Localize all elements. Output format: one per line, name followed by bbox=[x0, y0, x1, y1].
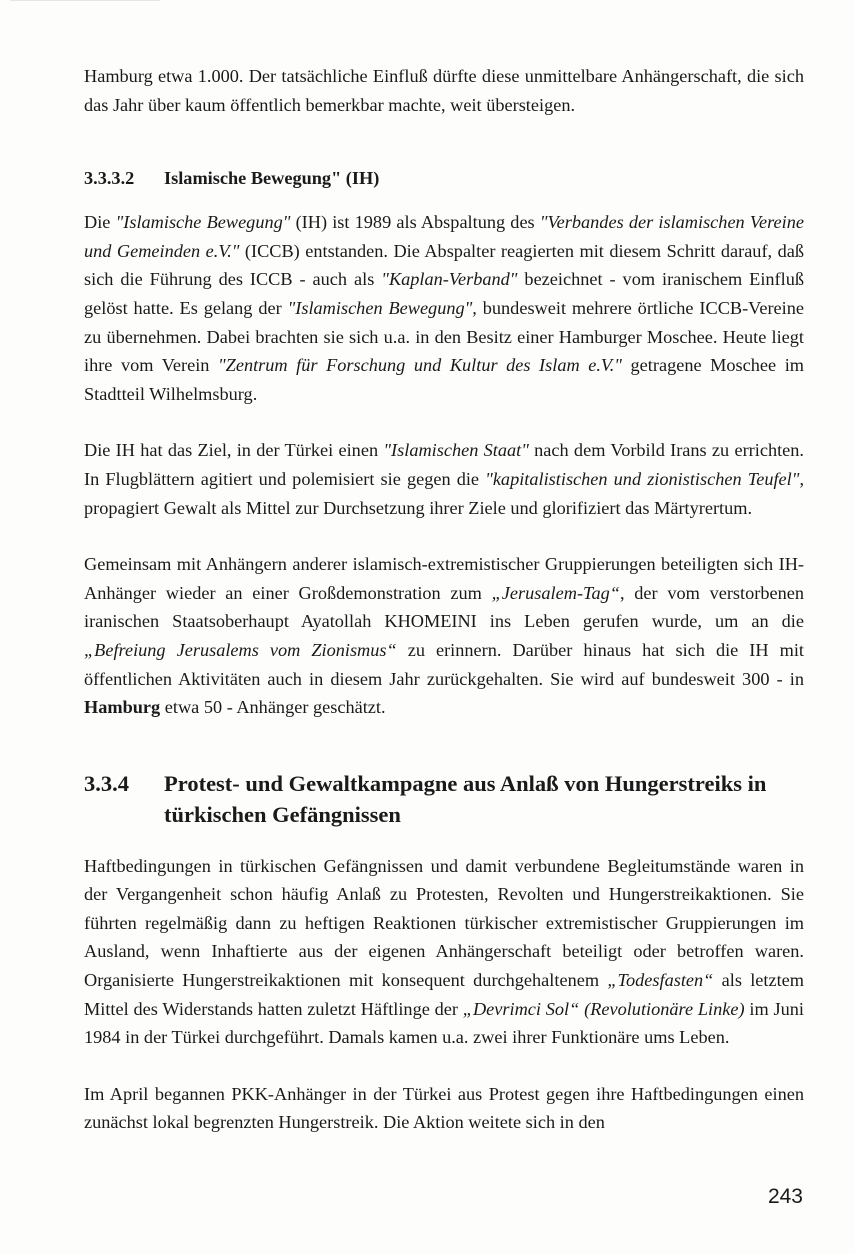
ih-goals-paragraph: Die IH hat das Ziel, in der Türkei einen "Islamischen Staat" nach dem Vorbild Irans zu errichten. In Flugblättern agitiert und polemisiert sie gegen die "kapitalistischen und zionistischen Teufel", propagiert Gewalt als Mittel zur Durchsetzung ihrer Ziele und glorifiziert das Märtyrertum. bbox=[84, 440, 805, 518]
page-content bbox=[84, 62, 804, 1137]
section-3-3-4-heading bbox=[84, 768, 804, 830]
intro-paragraph: Hamburg etwa 1.000. Der tatsächliche Einfluß dürfte diese unmittelbare Anhängerschaft, die sich das Jahr über kaum öffentlich bemerkbar machte, weit übersteigen. bbox=[84, 66, 804, 115]
hunger-strike-history-paragraph: Haftbedingungen in türkischen Gefängnissen und damit verbundene Begleitumstände waren in der Vergangenheit schon häufig Anlaß zu Protesten, Revolten und Hungerstreikaktionen. Sie führten regelmäßig dann zu heftigen Reaktionen türkischer extremistischer Gruppierungen im Ausland, wenn Inhaftierte aus der eigenen Anhängerschaft beteiligt oder betroffen waren. Organisierte Hungerstreikaktionen mit konsequent durchgehaltenem „Todesfasten“ als letztem Mittel des Widerstands hatten zuletzt Häftlinge der „Devrimci Sol“ (Revolutionäre Linke) im Juni 1984 in der Türkei durchgeführt. Damals kamen u.a. zwei ihrer Funktionäre ums Leben. bbox=[84, 855, 805, 1048]
pkk-hunger-strike-paragraph: Im April begannen PKK-Anhänger in der Türkei aus Protest gegen ihre Haftbedingungen einen zunächst lokal begrenzten Hungerstreik. Die Aktion weitete sich in den bbox=[84, 1083, 804, 1133]
section-3-3-4-number: 3.3.4 bbox=[84, 770, 129, 796]
section-3-3-3-2-number: 3.3.3.2 bbox=[84, 168, 135, 189]
section-3-3-4-title: Protest- und Gewaltkampagne aus Anlaß von Hungerstreiks in türkischen Gefängnissen bbox=[164, 770, 767, 827]
ih-origin-paragraph: Die "Islamische Bewegung" (IH) ist 1989 als Abspaltung des "Verbandes der islamischen Vereine und Gemeinden e.V." (ICCB) entstanden. Die Abspalter reagierten mit diesem Schritt darauf, daß sich die Führung des ICCB - auch als "Kaplan-Verband" bezeichnet - vom iranischem Einfluß gelöst hatte. Es gelang der "Islamischen Bewegung", bundesweit mehrere örtliche ICCB-Vereine zu übernehmen. Dabei brachten sie sich u.a. in den Besitz einer Hamburger Moschee. Heute liegt ihre vom Verein "Zentrum für Forschung und Kultur des Islam e.V." getragene Moschee im Stadtteil Wilhelmsburg. bbox=[84, 212, 804, 404]
section-3-3-3-2-title: Islamische Bewegung" (IH) bbox=[164, 168, 380, 189]
section-3-3-3-2-heading bbox=[84, 164, 804, 192]
ih-activities-paragraph: Gemeinsam mit Anhängern anderer islamisch-extremistischer Gruppierungen beteiligten sich IH-Anhänger wieder an einer Großdemonstration zum „Jerusalem-Tag“, der vom verstorbenen iranischen Staatsoberhaupt Ayatollah KHOMEINI ins Leben gerufen wurde, um an die „Befreiung Jerusalems vom Zionismus“ zu erinnern. Darüber hinaus hat sich die IH mit öffentlichen Aktivitäten auch in diesem Jahr zurückgehalten. Sie wird auf bundesweit 300 - in Hamburg etwa 50 - Anhänger geschätzt. bbox=[84, 554, 804, 718]
scan-edge-line bbox=[10, 0, 160, 1]
page-number: 243 bbox=[767, 1185, 803, 1208]
